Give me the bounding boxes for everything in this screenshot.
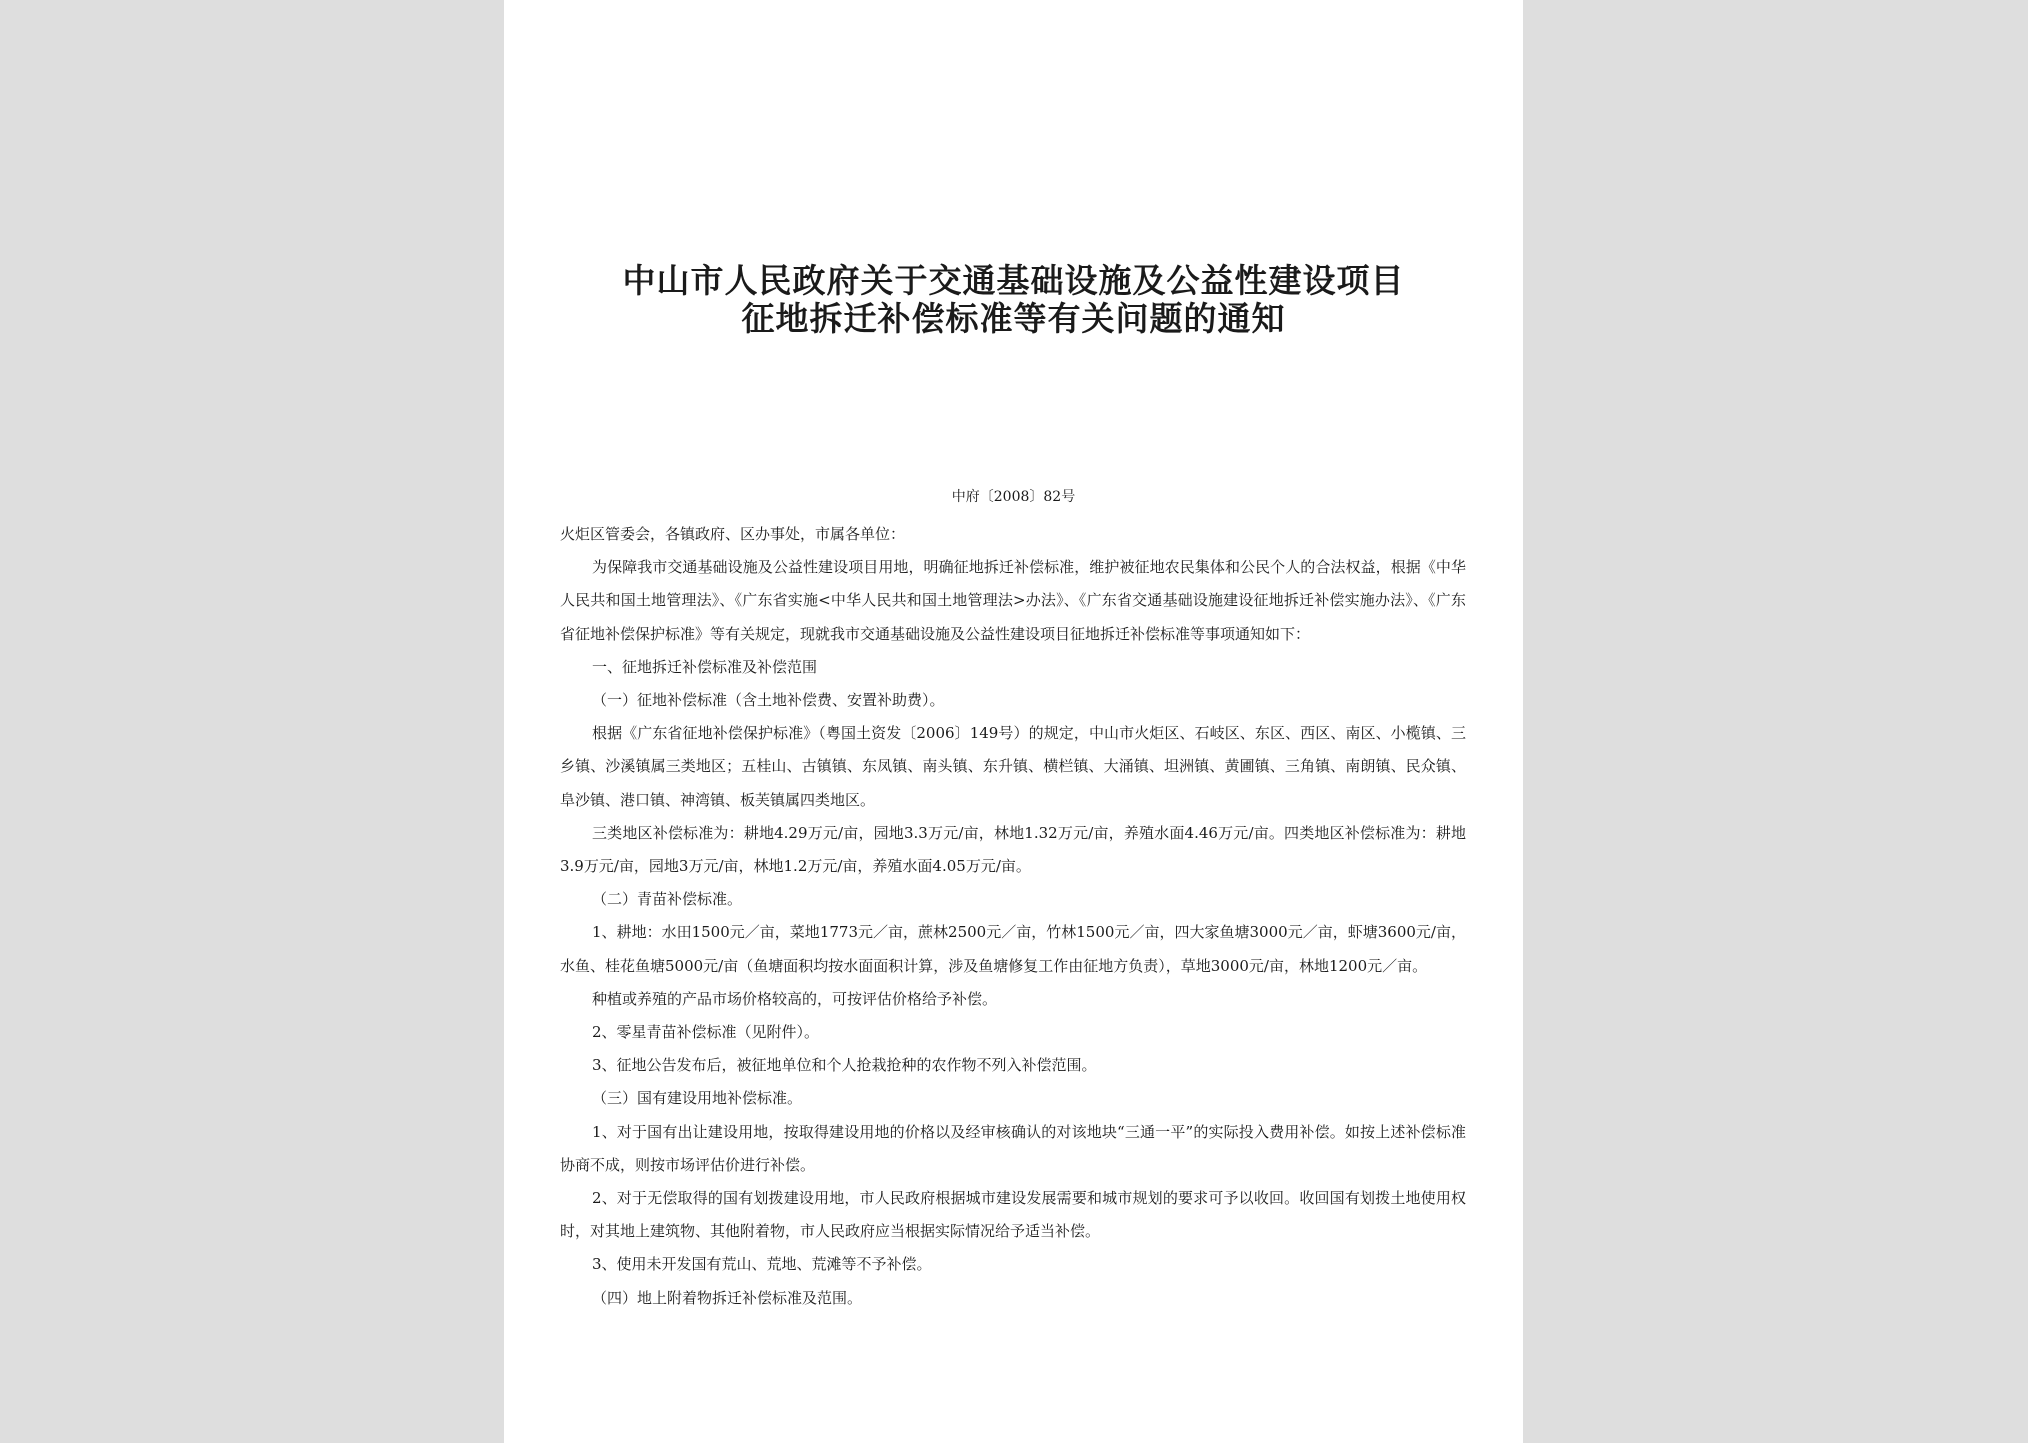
paragraph: 3、使用未开发国有荒山、荒地、荒滩等不予补偿。 [592,1255,932,1274]
section-heading: 一、征地拆迁补偿标准及补偿范围 [592,657,818,676]
paragraph: 根据《广东省征地补偿保护标准》（粤国土资发〔2006〕149号）的规定，中山市火炬区、石岐区、东区、西区、南区、小榄镇、三乡镇、沙溪镇属三类地区；五桂山、古镇镇、东凤镇、南头镇、东升镇、横栏镇、大涌镇、坦洲镇、黄圃镇、三角镇、南朗镇、民众镇、阜沙镇、港口镇、神湾镇、板芙镇属四类地区。 [560,724,1466,809]
paragraph: 1、耕地：水田1500元／亩，菜地1773元／亩，蔗林2500元／亩，竹林1500元／亩，四大家鱼塘3000元／亩，虾塘3600元/亩，水鱼、桂花鱼塘5000元/亩（鱼塘面积均按水面面积计算，涉及鱼塘修复工作由征地方负责），草地3000元/亩，林地1200元／亩。 [560,923,1466,975]
paragraph: 1、对于国有出让建设用地，按取得建设用地的价格以及经审核确认的对该地块“三通一平”的实际投入费用补偿。如按上述补偿标准协商不成，则按市场评估价进行补偿。 [560,1122,1466,1174]
salutation: 火炬区管委会，各镇政府、区办事处，市属各单位： [560,525,906,543]
paragraph: 三类地区补偿标准为：耕地4.29万元/亩，园地3.3万元/亩，林地1.32万元/亩，养殖水面4.46万元/亩。四类地区补偿标准为：耕地3.9万元/亩，园地3万元/亩，林地1.2万元/亩，养殖水面4.05万元/亩。 [560,823,1466,876]
subsection-heading: （一）征地补偿标准（含土地补偿费、安置补助费）。 [592,691,945,710]
document-body [560,518,1466,1315]
document-number: 中府〔2008〕82号 [951,489,1076,505]
paragraph: 种植或养殖的产品市场价格较高的，可按评估价格给予补偿。 [592,989,998,1008]
subsection-heading: （二）青苗补偿标准。 [592,890,743,909]
document-title [504,262,1523,338]
subsection-heading: （四）地上附着物拆迁补偿标准及范围。 [592,1288,863,1307]
title-line-2: 征地拆迁补偿标准等有关问题的通知 [741,299,1286,338]
subsection-heading: （三）国有建设用地补偿标准。 [592,1089,803,1108]
paragraph: 2、零星青苗补偿标准（见附件）。 [592,1023,820,1042]
paragraph: 2、对于无偿取得的国有划拨建设用地，市人民政府根据城市建设发展需要和城市规划的要求可予以收回。收回国有划拨土地使用权时，对其地上建筑物、其他附着物，市人民政府应当根据实际情况给予适当补偿。 [560,1189,1466,1241]
paragraph: 为保障我市交通基础设施及公益性建设项目用地，明确征地拆迁补偿标准，维护被征地农民集体和公民个人的合法权益，根据《中华人民共和国土地管理法》、《广东省实施<中华人民共和国土地管理法>办法》、《广东省交通基础设施建设征地拆迁补偿实施办法》、《广东省征地补偿保护标准》等有关规定，现就我市交通基础设施及公益性建设项目征地拆迁补偿标准等事项通知如下： [560,558,1466,643]
document-page [504,0,1523,1443]
paragraph: 3、征地公告发布后，被征地单位和个人抢栽抢种的农作物不列入补偿范围。 [592,1056,1097,1075]
title-line-1: 中山市人民政府关于交通基础设施及公益性建设项目 [622,261,1405,300]
